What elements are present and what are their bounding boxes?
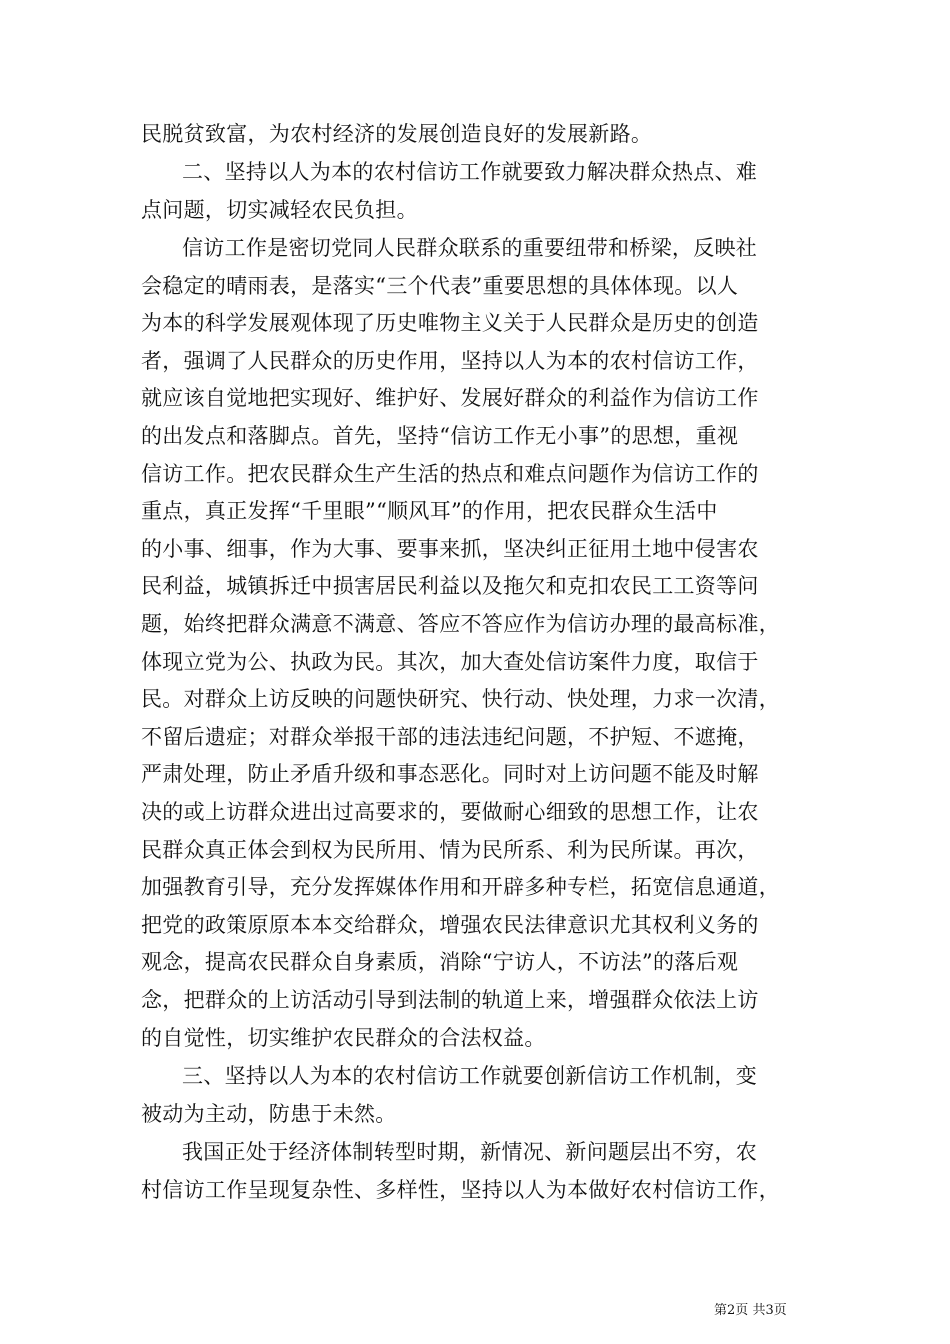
footer-current-page: 2 xyxy=(727,1303,736,1318)
body-line: 念，把群众的上访活动引导到法制的轨道上来，增强群众依法上访 xyxy=(141,988,759,1012)
body-line: 把党的政策原原本本交给群众，增强农民法律意识尤其权利义务的 xyxy=(141,913,759,937)
footer-total-suffix: 页 xyxy=(773,1303,787,1318)
body-line: 民脱贫致富，为农村经济的发展创造良好的发展新路。 xyxy=(141,122,653,146)
body-line: 的自觉性，切实维护农民群众的合法权益。 xyxy=(141,1026,546,1050)
footer-total-prefix: 共 xyxy=(752,1303,766,1318)
footer-page-label: 第 xyxy=(714,1303,728,1318)
body-line: 的小事、细事，作为大事、要事来抓，坚决纠正征用土地中侵害农 xyxy=(141,537,759,561)
body-line: 民。对群众上访反映的问题快研究、快行动、快处理，力求一次清， xyxy=(141,687,780,711)
section-heading-line: 点问题，切实减轻农民负担。 xyxy=(141,198,418,222)
body-line: 者，强调了人民群众的历史作用，坚持以人为本的农村信访工作， xyxy=(141,349,759,373)
section-heading-line: 被动为主动，防患于未然。 xyxy=(141,1102,397,1126)
section-heading-line: 三、坚持以人为本的农村信访工作就要创新信访工作机制，变 xyxy=(182,1064,758,1088)
body-line: 的出发点和落脚点。首先，坚持“信访工作无小事”的思想，重视 xyxy=(141,424,739,448)
body-line: 民群众真正体会到权为民所用、情为民所系、利为民所谋。再次， xyxy=(141,838,759,862)
body-line: 我国正处于经济体制转型时期，新情况、新问题层出不穷，农 xyxy=(182,1140,758,1164)
footer-total-pages: 3 xyxy=(765,1303,774,1318)
body-line: 信访工作。把农民群众生产生活的热点和难点问题作为信访工作的 xyxy=(141,462,759,486)
footer-page-word: 页 xyxy=(735,1303,749,1318)
body-line: 为本的科学发展观体现了历史唯物主义关于人民群众是历史的创造 xyxy=(141,311,759,335)
body-line: 决的或上访群众进出过高要求的，要做耐心细致的思想工作，让农 xyxy=(141,800,759,824)
body-line: 村信访工作呈现复杂性、多样性，坚持以人为本做好农村信访工作， xyxy=(141,1178,780,1202)
body-line: 观念，提高农民群众自身素质，消除“宁访人，不访法”的落后观 xyxy=(141,950,739,974)
body-line: 民利益，城镇拆迁中损害居民利益以及拖欠和克扣农民工工资等问 xyxy=(141,574,759,598)
body-line: 信访工作是密切党同人民群众联系的重要纽带和桥梁，反映社 xyxy=(182,236,758,260)
body-line: 严肃处理，防止矛盾升级和事态恶化。同时对上访问题不能及时解 xyxy=(141,762,759,786)
page-footer xyxy=(714,1303,787,1319)
body-line: 题，始终把群众满意不满意、答应不答应作为信访办理的最高标准， xyxy=(141,612,780,636)
body-line: 重点，真正发挥“千里眼”“顺风耳”的作用，把农民群众生活中 xyxy=(141,499,718,523)
body-line: 就应该自觉地把实现好、维护好、发展好群众的利益作为信访工作 xyxy=(141,386,759,410)
body-line: 不留后遗症；对群众举报干部的违法违纪问题，不护短、不遮掩， xyxy=(141,725,759,749)
body-line: 加强教育引导，充分发挥媒体作用和开辟多种专栏，拓宽信息通道， xyxy=(141,875,780,899)
section-heading-line: 二、坚持以人为本的农村信访工作就要致力解决群众热点、难 xyxy=(182,160,758,184)
body-line: 体现立党为公、执政为民。其次，加大查处信访案件力度，取信于 xyxy=(141,650,759,674)
body-line: 会稳定的晴雨表，是落实“三个代表”重要思想的具体体现。以人 xyxy=(141,274,739,298)
